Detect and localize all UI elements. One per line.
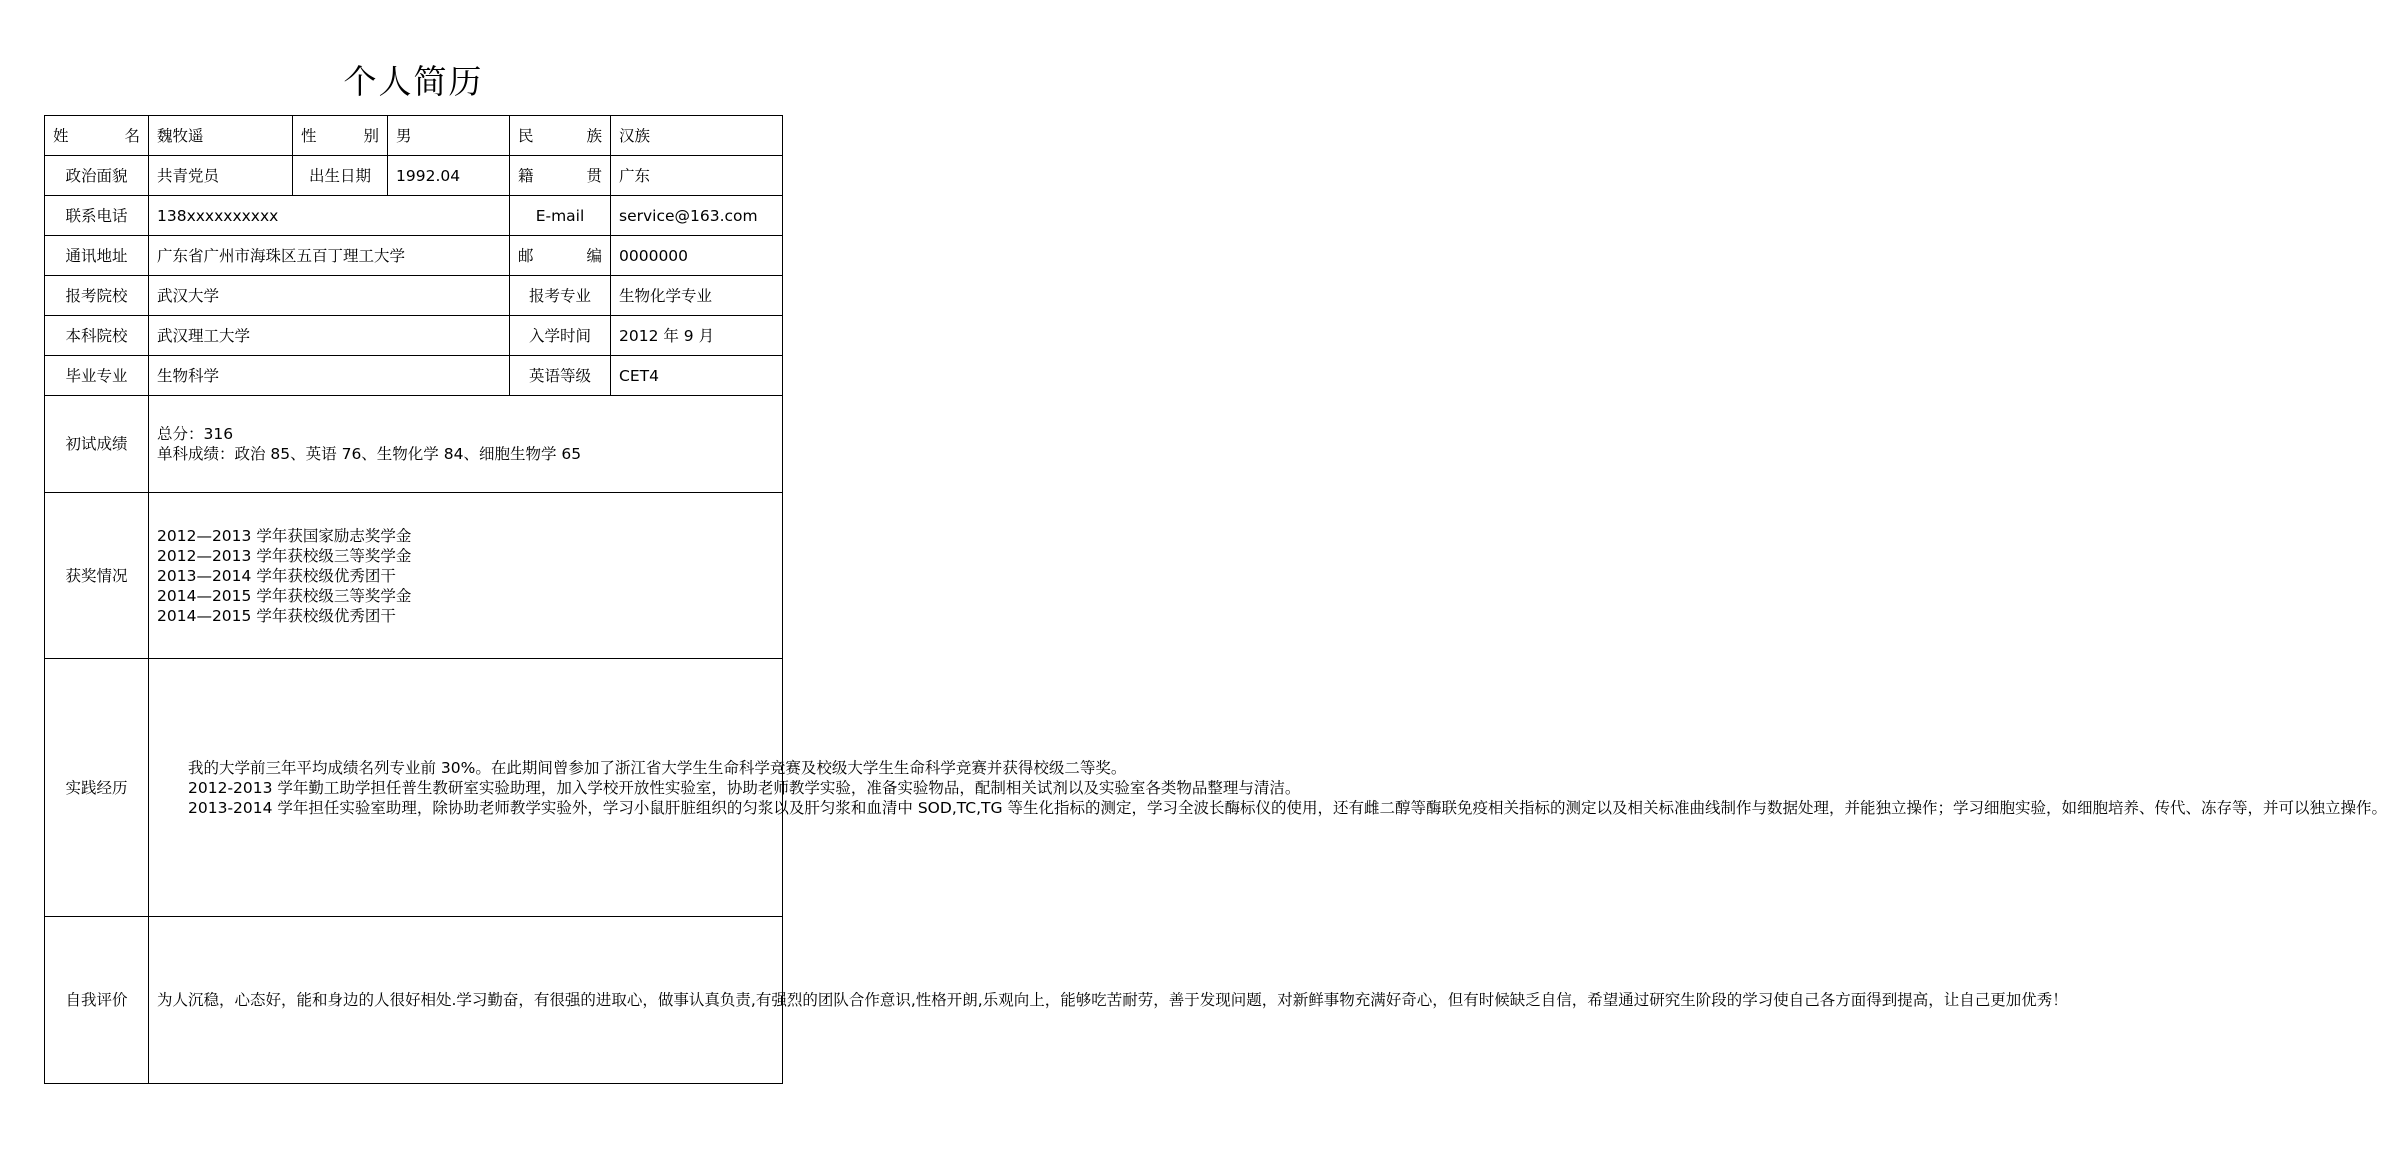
resume-table xyxy=(44,115,2387,1084)
award-item: 2014—2015 学年获校级优秀团干 xyxy=(157,606,396,625)
name-value: 魏牧遥 xyxy=(149,116,293,156)
row-self-eval xyxy=(45,917,783,1084)
awards-label: 获奖情况 xyxy=(45,493,149,659)
self-eval-label: 自我评价 xyxy=(45,917,149,1084)
row-scores xyxy=(45,396,783,493)
row-political xyxy=(45,156,783,196)
award-item: 2014—2015 学年获校级三等奖学金 xyxy=(157,586,412,605)
scores-content xyxy=(149,396,783,493)
self-eval-text: 为人沉稳，心态好，能和身边的人很好相处.学习勤奋，有很强的进取心，做事认真负责,有强烈的团队合作意识,性格开朗,乐观向上，能够吃苦耐劳，善于发现问题，对新鲜事物充满好奇心，但有时候缺乏自信，希望通过研究生阶段的学习使自己各方面得到提高，让自己更加优秀！ xyxy=(149,917,783,1084)
scores-label: 初试成绩 xyxy=(45,396,149,493)
address-value: 广东省广州市海珠区五百丁理工大学 xyxy=(149,236,510,276)
birth-label: 出生日期 xyxy=(293,156,388,196)
row-phone xyxy=(45,196,783,236)
target-major-label: 报考专业 xyxy=(510,276,611,316)
award-item: 2012—2013 学年获国家励志奖学金 xyxy=(157,526,412,545)
enroll-label: 入学时间 xyxy=(510,316,611,356)
undergrad-value: 武汉理工大学 xyxy=(149,316,510,356)
practice-paragraph: 2013-2014 学年担任实验室助理，除协助老师教学实验外，学习小鼠肝脏组织的匀浆以及肝匀浆和血清中 SOD,TC,TG 等生化指标的测定，学习全波长酶标仪的使用，还有雌二醇等酶联免疫相关指标的测定以及相关标准曲线制作与数据处理，并能独立操作；学习细胞实验，如细胞培养、传代、冻存等，并可以独立操作。 xyxy=(188,798,2387,817)
email-value: service@163.com xyxy=(611,196,783,236)
name-label: 姓名 xyxy=(45,116,149,156)
scores-subjects: 单科成绩：政治 85、英语 76、生物化学 84、细胞生物学 65 xyxy=(157,445,582,463)
gender-value: 男 xyxy=(388,116,510,156)
political-value: 共青党员 xyxy=(149,156,293,196)
gender-label: 性别 xyxy=(293,116,388,156)
postcode-label: 邮编 xyxy=(510,236,611,276)
grad-major-label: 毕业专业 xyxy=(45,356,149,396)
birth-value: 1992.04 xyxy=(388,156,510,196)
practice-paragraph: 2012-2013 学年勤工助学担任普生教研室实验助理，加入学校开放性实验室，协助老师教学实验，准备实验物品，配制相关试剂以及实验室各类物品整理与清洁。 xyxy=(188,778,1301,797)
target-school-label: 报考院校 xyxy=(45,276,149,316)
address-label: 通讯地址 xyxy=(45,236,149,276)
ethnicity-label: 民族 xyxy=(510,116,611,156)
native-label: 籍贯 xyxy=(510,156,611,196)
awards-list xyxy=(149,493,783,659)
row-grad-major xyxy=(45,356,783,396)
english-label: 英语等级 xyxy=(510,356,611,396)
row-target-school xyxy=(45,276,783,316)
award-item: 2012—2013 学年获校级三等奖学金 xyxy=(157,546,412,565)
ethnicity-value: 汉族 xyxy=(611,116,783,156)
postcode-value: 0000000 xyxy=(611,236,783,276)
row-awards xyxy=(45,493,783,659)
phone-label: 联系电话 xyxy=(45,196,149,236)
email-label: E-mail xyxy=(510,196,611,236)
scores-total: 总分：316 xyxy=(157,425,234,443)
row-name xyxy=(45,116,783,156)
undergrad-label: 本科院校 xyxy=(45,316,149,356)
target-major-value: 生物化学专业 xyxy=(611,276,783,316)
english-value: CET4 xyxy=(611,356,783,396)
enroll-value: 2012 年 9 月 xyxy=(611,316,783,356)
target-school-value: 武汉大学 xyxy=(149,276,510,316)
page-title: 个人简历 xyxy=(343,62,484,101)
political-label: 政治面貌 xyxy=(45,156,149,196)
practice-label: 实践经历 xyxy=(45,659,149,917)
practice-content xyxy=(149,659,2387,917)
row-address xyxy=(45,236,783,276)
grad-major-value: 生物科学 xyxy=(149,356,510,396)
award-item: 2013—2014 学年获校级优秀团干 xyxy=(157,566,396,585)
row-undergrad xyxy=(45,316,783,356)
native-value: 广东 xyxy=(611,156,783,196)
practice-paragraph: 我的大学前三年平均成绩名列专业前 30%。在此期间曾参加了浙江省大学生生命科学竞赛及校级大学生生命科学竞赛并获得校级二等奖。 xyxy=(188,758,1127,777)
row-practice xyxy=(45,659,783,917)
phone-value: 138xxxxxxxxxx xyxy=(149,196,510,236)
